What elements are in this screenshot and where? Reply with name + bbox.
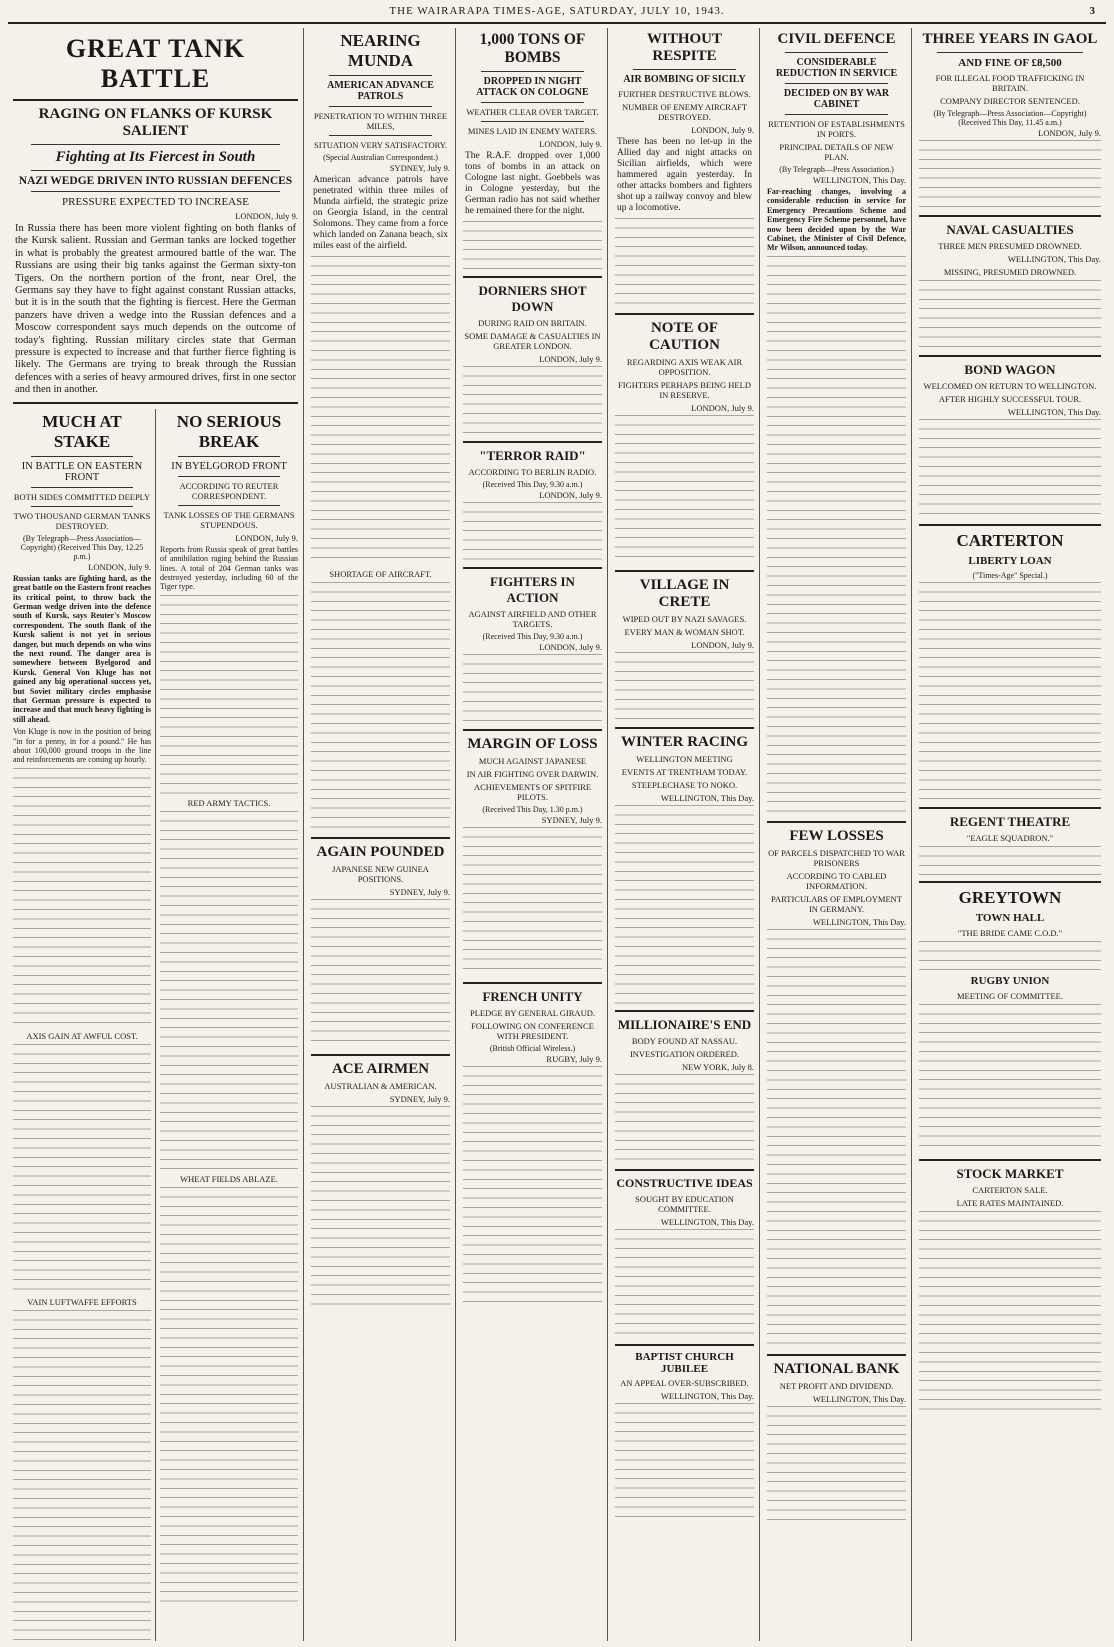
- headline-again-pounded: AGAIN POUNDED: [316, 844, 445, 860]
- subhead: SOUGHT BY EDUCATION COMMITTEE.: [635, 1194, 734, 1214]
- dateline: WELLINGTON, This Day.: [1007, 254, 1101, 264]
- source-line: (Received This Day, 1.30 p.m.): [482, 805, 583, 814]
- headline-without-respite: WITHOUT RESPITE: [646, 31, 722, 64]
- subhead: EVENTS AT TRENTHAM TODAY.: [621, 767, 748, 777]
- text-columns-filler: [311, 256, 450, 566]
- text-columns-filler: [463, 654, 602, 724]
- text-columns-filler: [919, 941, 1101, 971]
- dateline: SYDNEY, July 9.: [389, 1094, 450, 1104]
- text-columns-filler: [160, 811, 298, 1171]
- text-columns-filler: [311, 1106, 450, 1306]
- dateline: LONDON, July 9.: [235, 211, 298, 221]
- subhead: LIBERTY LOAN: [968, 555, 1052, 567]
- subhead: "EAGLE SQUADRON.": [966, 833, 1054, 843]
- body-text: Russian tanks are fighting hard, as the great battle on the Eastern front reaches its critical point, to throw back the German wedge driven into the defence south of Kursk, says Reuter's Moscow correspondent. The south flank of the Kursk salient is not yet in serious danger, but much depends on who wins the next round. The danger area is somewhere between Byelgorod and Kursk. General Von Kluge has not gained any big operational success yet, but Soviet military circles emphasise that German pressure is expected to increase and that much heavy fighting is still ahead.: [13, 573, 151, 724]
- subhead: LATE RATES MAINTAINED.: [956, 1198, 1064, 1208]
- text-columns-filler: [615, 652, 754, 722]
- body-text: Von Kluge is now in the position of being "in for a penny, in for a pound." He has about 100,000 ground troops in the line and reinforcements are coming up hourly.: [13, 727, 151, 765]
- dateline: WELLINGTON, This Day.: [660, 1217, 754, 1227]
- masthead: [8, 0, 1106, 24]
- subhead: WIPED OUT BY NAZI SAVAGES.: [622, 614, 747, 624]
- subhead: DURING RAID ON BRITAIN.: [478, 318, 587, 328]
- subhead: THREE MEN PRESUMED DROWNED.: [938, 241, 1082, 251]
- headline-village-crete: VILLAGE IN CRETE: [639, 577, 730, 610]
- subhead: WELLINGTON MEETING: [636, 754, 733, 764]
- text-columns-filler: [160, 595, 298, 795]
- dateline: LONDON, July 9.: [88, 561, 151, 572]
- subhead: OF PARCELS DISPATCHED TO WAR PRISONERS: [768, 847, 905, 868]
- headline-much-at-stake: MUCH AT STAKE: [42, 411, 122, 451]
- lead-paragraph: American advance patrols have penetrated within three miles of Munda airfield, the strategic prize on Georgia Island, in the central Solomons. They came from a force which landed on Zanana beach, six miles east of the airfield.: [313, 175, 448, 251]
- columns: [8, 28, 1106, 1641]
- source-line: (Received This Day, 9.30 a.m.): [482, 480, 583, 489]
- section-head: SHORTAGE OF AIRCRAFT.: [329, 569, 432, 579]
- headline-carterton: CARTERTON: [956, 531, 1064, 550]
- dateline: LONDON, July 9.: [539, 139, 602, 149]
- subhead: PENETRATION TO WITHIN THREE MILES,: [313, 111, 448, 131]
- subhead: TWO THOUSAND GERMAN TANKS DESTROYED.: [13, 510, 151, 531]
- col-4: [458, 28, 608, 1641]
- text-columns-filler: [463, 366, 602, 436]
- subhead-kursk: RAGING ON FLANKS OF KURSK SALIENT: [38, 106, 273, 139]
- headline-margin-of-loss: MARGIN OF LOSS: [467, 736, 598, 752]
- section-head: AXIS GAIN AT AWFUL COST.: [26, 1030, 138, 1041]
- subhead: BOTH SIDES COMMITTED DEEPLY: [13, 491, 151, 502]
- text-columns-filler: [463, 1066, 602, 1306]
- subhead: IN BATTLE ON EASTERN FRONT: [21, 460, 143, 483]
- subhead: STEEPLECHASE TO NOKO.: [631, 780, 738, 790]
- subhead: RUGBY UNION: [970, 975, 1050, 987]
- source-line: (British Official Wireless.): [489, 1044, 576, 1053]
- text-columns-filler: [767, 929, 906, 1349]
- headline-note-of-caution: NOTE OF CAUTION: [649, 320, 720, 353]
- headline-baptist: BAPTIST CHURCH JUBILEE: [635, 1351, 734, 1375]
- dateline: LONDON, July 9.: [539, 642, 602, 652]
- subhead: ACCORDING TO REUTER CORRESPONDENT.: [179, 480, 279, 501]
- subhead: COMPANY DIRECTOR SENTENCED.: [940, 96, 1080, 106]
- headline-terror-raid: "TERROR RAID": [479, 448, 586, 463]
- dateline: WELLINGTON, This Day.: [660, 793, 754, 803]
- text-columns-filler: [919, 846, 1101, 876]
- subhead: EVERY MAN & WOMAN SHOT.: [624, 627, 745, 637]
- subhead: TOWN HALL: [975, 912, 1045, 924]
- subhead: ACHIEVEMENTS OF SPITFIRE PILOTS.: [473, 782, 592, 802]
- headline-three-years: THREE YEARS IN GAOL: [922, 31, 1098, 47]
- dateline: NEW YORK, July 8.: [681, 1062, 754, 1072]
- subhead: FURTHER DESTRUCTIVE BLOWS.: [618, 89, 751, 99]
- text-columns-filler: [615, 1229, 754, 1339]
- dateline: LONDON, July 9.: [691, 125, 754, 135]
- text-columns-filler: [13, 1044, 151, 1294]
- subhead: RETENTION OF ESTABLISHMENTS IN PORTS.: [768, 119, 905, 139]
- dateline: RUGBY, July 9.: [546, 1054, 602, 1064]
- subhead: MISSING, PRESUMED DROWNED.: [943, 267, 1077, 277]
- subhead: JAPANESE NEW GUINEA POSITIONS.: [332, 864, 429, 884]
- subhead: MINES LAID IN ENEMY WATERS.: [467, 126, 598, 136]
- dateline: WELLINGTON, This Day.: [1007, 407, 1101, 417]
- headline-ace-airmen: ACE AIRMEN: [331, 1061, 430, 1077]
- dateline: WELLINGTON, This Day.: [812, 175, 906, 185]
- headline-constructive-ideas: CONSTRUCTIVE IDEAS: [616, 1176, 753, 1190]
- headline-few-losses: FEW LOSSES: [789, 827, 884, 844]
- text-columns-filler: [919, 140, 1101, 210]
- text-columns-filler: [463, 221, 602, 271]
- dateline: WELLINGTON, This Day.: [660, 1391, 754, 1401]
- subhead: CARTERTON SALE.: [972, 1185, 1048, 1195]
- dateline: LONDON, July 9.: [691, 640, 754, 650]
- text-columns-filler: [919, 419, 1101, 519]
- subhead: FIGHTERS PERHAPS BEING HELD IN RESERVE.: [618, 380, 751, 400]
- text-columns-filler: [919, 582, 1101, 802]
- subhead: FOLLOWING ON CONFERENCE WITH PRESIDENT.: [471, 1021, 594, 1041]
- col-6: [762, 28, 912, 1641]
- subhead: CONSIDERABLE REDUCTION IN SERVICE: [775, 57, 898, 79]
- source-line: (By Telegraph—Press Association.): [779, 165, 894, 174]
- subhead: AMERICAN ADVANCE PATROLS: [327, 80, 434, 102]
- subhead: AIR BOMBING OF SICILY: [623, 74, 746, 85]
- subhead: AUSTRALIAN & AMERICAN.: [324, 1081, 437, 1091]
- text-columns-filler: [615, 415, 754, 565]
- subhead: IN BYELGOROD FRONT: [171, 460, 287, 472]
- text-columns-filler: [919, 280, 1101, 350]
- dateline: SYDNEY, July 9.: [389, 163, 450, 173]
- masthead-title: THE WAIRARAPA TIMES-AGE, SATURDAY, JULY 10, 1943.: [389, 5, 725, 17]
- text-columns-filler: [767, 256, 906, 816]
- subhead-pressure: PRESSURE EXPECTED TO INCREASE: [62, 196, 249, 208]
- subhead: TANK LOSSES OF THE GERMANS STUPENDOUS.: [163, 509, 295, 530]
- subhead: AND FINE OF £8,500: [958, 57, 1062, 69]
- text-columns-filler: [615, 1074, 754, 1164]
- text-columns-filler: [311, 582, 450, 832]
- dateline: LONDON, July 9.: [691, 403, 754, 413]
- subhead: SITUATION VERY SATISFACTORY.: [314, 140, 447, 150]
- headline-fighters-action: FIGHTERS IN ACTION: [490, 574, 575, 605]
- section-head: WHEAT FIELDS ABLAZE.: [180, 1173, 278, 1184]
- dateline: WELLINGTON, This Day.: [812, 916, 906, 927]
- dateline: LONDON, July 9.: [539, 354, 602, 364]
- source-line: ("Times-Age" Special.): [972, 571, 1048, 580]
- subhead-fiercest: Fighting at Its Fiercest in South: [55, 149, 256, 165]
- source-line: (By Telegraph—Press Association—Copyright) (Received This Day, 12.25 p.m.): [20, 533, 144, 561]
- text-columns-filler: [615, 218, 754, 308]
- source-line: (Received This Day, 9.30 a.m.): [482, 632, 583, 641]
- subhead: ACCORDING TO BERLIN RADIO.: [468, 467, 597, 477]
- text-columns-filler: [767, 1406, 906, 1526]
- subhead: DROPPED IN NIGHT ATTACK ON COLOGNE: [476, 76, 589, 98]
- text-columns-filler: [463, 502, 602, 562]
- subhead: WEATHER CLEAR OVER TARGET.: [466, 107, 599, 117]
- subhead: AFTER HIGHLY SUCCESSFUL TOUR.: [938, 394, 1082, 404]
- source-line: (Special Australian Correspondent.): [323, 153, 438, 162]
- subhead: PARTICULARS OF EMPLOYMENT IN GERMANY.: [771, 893, 902, 914]
- subhead: REGARDING AXIS WEAK AIR OPPOSITION.: [626, 357, 743, 377]
- dateline: WELLINGTON, This Day.: [812, 1393, 906, 1404]
- source-line: (By Telegraph—Press Association—Copyright) (Received This Day, 11.45 a.m.): [933, 109, 1087, 127]
- subhead: MEETING OF COMMITTEE.: [956, 991, 1063, 1001]
- col-5: [610, 28, 760, 1641]
- dateline: SYDNEY, July 9.: [541, 815, 602, 825]
- article-much-at-stake: [13, 409, 156, 1641]
- lead-paragraph: In Russia there has been more violent fighting on both flanks of the Kursk salient. Russian and German tanks are locked together in what is probably the greatest armoured battle of the war. The Russians are using their big tanks against the German sixty-ton Tigers. On the northern portion of the front, near Orel, the Germans say they have to fight against constant Russian attacks, but it is in the south that the fighting is fiercest. Here the German panzers have driven a wedge into the Russian defences and a Moscow correspondent says much depends on the outcome of today's fighting. Russian military circles state that German pressure is expected to increase and that further fierce fighting is likely. The Germans are trying to break through the Russian defences with a series of heavy armoured drives, first in one sector and then in another.: [15, 223, 296, 396]
- headline-stock-market: STOCK MARKET: [956, 1166, 1064, 1181]
- subhead: PRINCIPAL DETAILS OF NEW PLAN.: [779, 142, 894, 162]
- subhead: NET PROFIT AND DIVIDEND.: [779, 1380, 894, 1391]
- text-columns-filler: [160, 1187, 298, 1607]
- text-columns-filler: [13, 1310, 151, 1641]
- headline-national-bank: NATIONAL BANK: [773, 1360, 900, 1377]
- subhead: AN APPEAL OVER-SUBSCRIBED.: [620, 1378, 749, 1388]
- text-columns-filler: [311, 899, 450, 1049]
- subhead: FOR ILLEGAL FOOD TRAFFICKING IN BRITAIN.: [935, 73, 1085, 93]
- col-7: [914, 28, 1106, 1641]
- headline-nearing-munda: NEARING MUNDA: [340, 31, 421, 70]
- headline-winter-racing: WINTER RACING: [620, 734, 749, 750]
- headline-greytown: GREYTOWN: [958, 888, 1062, 907]
- headline-regent-theatre: REGENT THEATRE: [949, 814, 1071, 829]
- subhead: NUMBER OF ENEMY AIRCRAFT DESTROYED.: [621, 102, 748, 122]
- subhead: IN AIR FIGHTING OVER DARWIN.: [466, 769, 599, 779]
- dateline: SYDNEY, July 9.: [389, 887, 450, 897]
- subhead: WELCOMED ON RETURN TO WELLINGTON.: [923, 381, 1097, 391]
- text-columns-filler: [615, 1403, 754, 1523]
- headline-french-unity: FRENCH UNITY: [482, 989, 583, 1004]
- lead-paragraph: There has been no let-up in the Allied day and night attacks on Sicilian airfields, which were hammered again yesterday. In other attacks bombers and fighters shot up a railway convoy and blew up a locomotive.: [617, 137, 752, 213]
- subhead: BODY FOUND AT NASSAU.: [631, 1036, 738, 1046]
- headline-great-tank-battle: GREAT TANK BATTLE: [65, 34, 246, 93]
- headline-civil-defence: CIVIL DEFENCE: [777, 31, 896, 47]
- headline-bond-wagon: BOND WAGON: [964, 362, 1056, 377]
- subhead: PLEDGE BY GENERAL GIRAUD.: [470, 1008, 595, 1018]
- subhead: ACCORDING TO CABLED INFORMATION.: [786, 870, 887, 891]
- subhead: SOME DAMAGE & CASUALTIES IN GREATER LONDON.: [464, 331, 601, 351]
- subhead-nazi-wedge: NAZI WEDGE DRIVEN INTO RUSSIAN DEFENCES: [18, 175, 293, 187]
- headline-no-serious-break: NO SERIOUS BREAK: [176, 411, 282, 451]
- text-columns-filler: [463, 827, 602, 977]
- col-3: [306, 28, 456, 1641]
- text-columns-filler: [919, 1004, 1101, 1154]
- lead-paragraph: The R.A.F. dropped over 1,000 tons of bombs in an attack on Cologne last night. Goebbels was in Cologne yesterday, but the German radio has not said whether he remained there for the night.: [465, 151, 600, 216]
- section-head: VAIN LUFTWAFFE EFFORTS: [27, 1296, 137, 1307]
- headline-millionaires-end: MILLIONAIRE'S END: [617, 1017, 752, 1032]
- subhead: MUCH AGAINST JAPANESE: [478, 756, 587, 766]
- text-columns-filler: [13, 768, 151, 1028]
- dateline: LONDON, July 9.: [539, 490, 602, 500]
- col-1-2: [8, 28, 304, 1641]
- dateline: LONDON, July 9.: [235, 532, 298, 543]
- subhead: DECIDED ON BY WAR CABINET: [783, 88, 890, 110]
- subhead: "THE BRIDE CAME C.O.D.": [957, 928, 1063, 938]
- article-no-serious-break: [156, 409, 298, 1641]
- text-columns-filler: [615, 805, 754, 1005]
- text-columns-filler: [919, 1211, 1101, 1411]
- headline-bombs: 1,000 TONS OF BOMBS: [479, 31, 586, 66]
- subhead: AGAINST AIRFIELD AND OTHER TARGETS.: [468, 609, 597, 629]
- headline-dorniers: DORNIERS SHOT DOWN: [478, 283, 587, 314]
- body-text: Reports from Russia speak of great battles of annihilation raging behind the Russian lines. A total of 204 German tanks was destroyed yesterday, including 60 of the Tiger type.: [160, 544, 298, 592]
- page-number: 3: [1089, 5, 1096, 17]
- headline-naval-casualties: NAVAL CASUALTIES: [946, 222, 1074, 237]
- dateline: LONDON, July 9.: [1038, 128, 1101, 138]
- section-head: RED ARMY TACTICS.: [187, 797, 271, 808]
- sub-columns: [13, 409, 298, 1641]
- subhead: INVESTIGATION ORDERED.: [629, 1049, 740, 1059]
- lead-paragraph: Far-reaching changes, involving a considerable reduction in service for Emergency Precautions Scheme and Emergency Fire Scheme personnel, have now been decided upon by the War Cabinet, the Minister of Civil Defence, Mr Wilson, announced today.: [767, 187, 906, 253]
